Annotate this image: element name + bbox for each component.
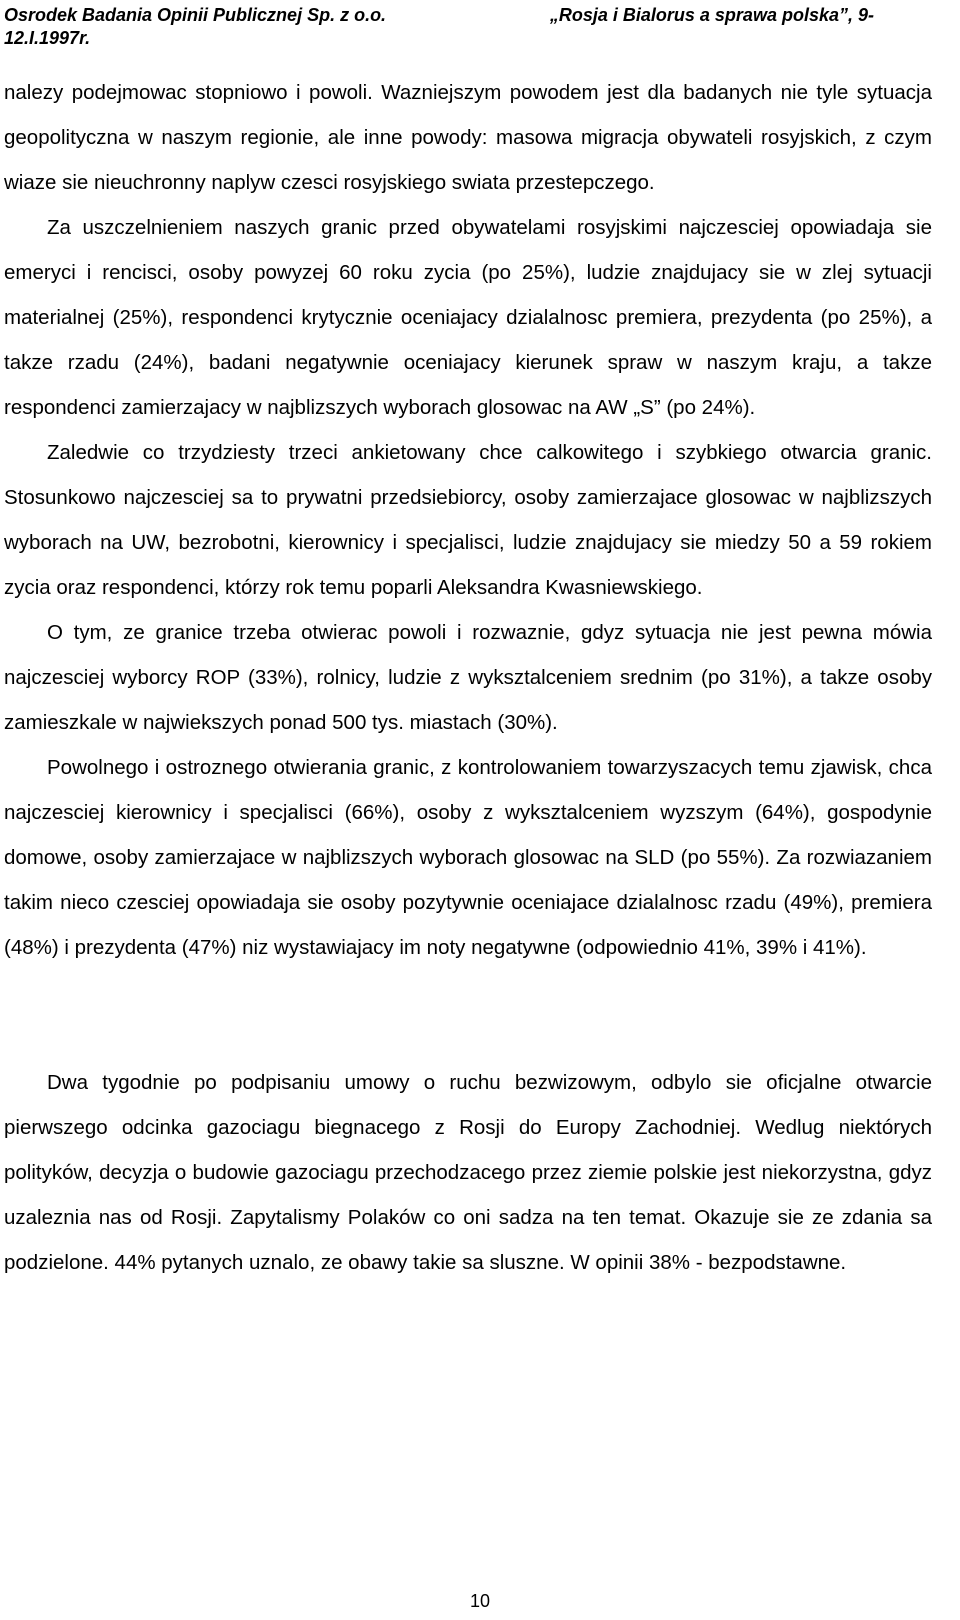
document-body	[4, 70, 932, 1285]
header-report-title: „Rosja i Bialorus a sprawa polska”, 9-	[549, 5, 874, 25]
header-institution: Osrodek Badania Opinii Publicznej Sp. z o.o.	[4, 5, 387, 25]
paragraph-continuation: nalezy podejmowac stopniowo i powoli. Wazniejszym powodem jest dla badanych nie tyle sytuacja geopolityczna w naszym regionie, ale inne powody: masowa migracja obywateli rosyjskich, z czym wiaze sie nieuchronny naplyw czesci rosyjskiego swiata przestepczego.	[4, 81, 932, 194]
header-date: 12.I.1997r.	[4, 28, 91, 48]
paragraph-full-opening: Zaledwie co trzydziesty trzeci ankietowany chce calkowitego i szybkiego otwarcia granic. Stosunkowo najczesciej sa to prywatni przedsiebiorcy, osoby zamierzajace glosowac w najblizszych wyborach na UW, bezrobotni, kierownicy i specjalisci, ludzie znajdujacy sie miedzy 50 a 59 rokiem zycia oraz respondenci, którzy rok temu poparli Aleksandra Kwasniewskiego.	[4, 441, 932, 599]
running-header	[4, 4, 874, 50]
page-number: 10	[469, 1591, 491, 1611]
paragraph-gas-pipeline: Dwa tygodnie po podpisaniu umowy o ruchu bezwizowym, odbylo sie oficjalne otwarcie pierwszego odcinka gazociagu biegnacego z Rosji do Europy Zachodniej. Wedlug niektórych polityków, decyzja o budowie gazociagu przechodzacego przez ziemie polskie jest niekorzystna, gdyz uzaleznia nas od Rosji. Zapytalismy Polaków co oni sadza na ten temat. Okazuje sie ze zdania sa podzielone. 44% pytanych uznalo, ze obawy takie sa sluszne. W opinii 38% - bezpodstawne.	[4, 1071, 932, 1274]
paragraph-border-sealing: Za uszczelnieniem naszych granic przed obywatelami rosyjskimi najczesciej opowiadaja sie emeryci i rencisci, osoby powyzej 60 roku zycia (po 25%), ludzie znajdujacy sie w zlej sytuacji materialnej (25%), respondenci krytycznie oceniajacy dzialalnosc premiera, prezydenta (po 25%), a takze rzadu (24%), badani negatywnie oceniajacy kierunek spraw w naszym kraju, a takze respondenci zamierzajacy w najblizszych wyborach glosowac na AW „S” (po 24%).	[4, 216, 932, 419]
paragraph-slow-opening: O tym, ze granice trzeba otwierac powoli i rozwaznie, gdyz sytuacja nie jest pewna mówia najczesciej wyborcy ROP (33%), rolnicy, ludzie z wyksztalceniem srednim (po 31%), a takze osoby zamieszkale w najwiekszych ponad 500 tys. miastach (30%).	[4, 621, 932, 734]
paragraph-controlled-opening: Powolnego i ostroznego otwierania granic, z kontrolowaniem towarzyszacych temu zjawisk, chca najczesciej kierownicy i specjalisci (66%), osoby z wyksztalceniem wyzszym (64%), gospodynie domowe, osoby zamierzajace w najblizszych wyborach glosowac na SLD (po 55%). Za rozwiazaniem takim nieco czesciej opowiadaja sie osoby pozytywnie oceniajace dzialalnosc rzadu (49%), premiera (48%) i prezydenta (47%) niz wystawiajacy im noty negatywne (odpowiednio 41%, 39% i 41%).	[4, 756, 932, 959]
